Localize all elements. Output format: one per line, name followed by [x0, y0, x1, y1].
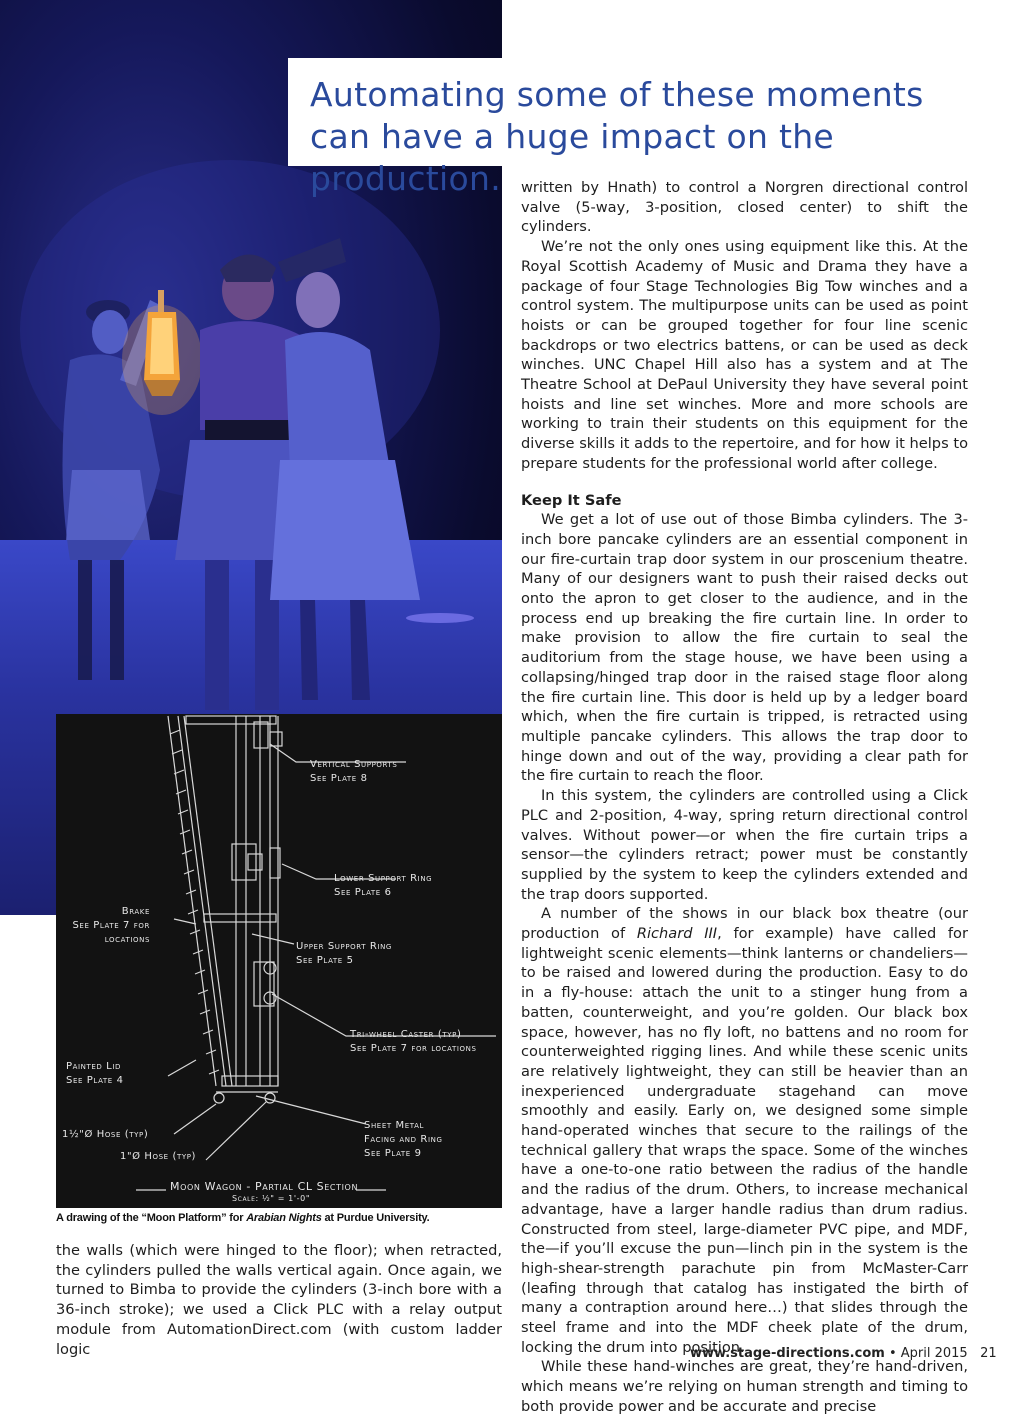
footer-separator: • — [888, 1346, 897, 1361]
label-vertical-supports: Vertical Supports See Plate 8 — [310, 759, 398, 784]
label-painted-lid: Painted Lid See Plate 4 — [66, 1061, 124, 1086]
label-hose-1: 1"Ø Hose (typ) — [120, 1151, 197, 1162]
drawing-title: Moon Wagon - Partial CL Section — [170, 1180, 359, 1193]
paragraph-2: We’re not the only ones using equipment like this. At the Royal Scottish Academy of Music and Drama they have a package of four Stage Technologies Big Tow winches and a control system. The multipurpose units can be used as point hoists or can be grouped together for four line scenic backdrops or two electrics battens, or can be used as deck winches. UNC Chapel Hill also has a system and at The Theatre School at DePaul University they have several point hoists and line set winches. More and more schools are working to train their students on this equipment for the diverse skills it adds to the repertoire, and for how it helps to prepare students for the professional world after college. — [521, 238, 968, 472]
label-lower-support-ring: Lower Support Ring See Plate 6 — [334, 873, 433, 898]
right-column — [521, 178, 968, 1417]
pull-quote: Automating some of these moments can have a huge impact on the production. — [310, 75, 924, 198]
label-upper-support-ring: Upper Support Ring See Plate 5 — [296, 941, 392, 966]
label-hose-1-5: 1½"Ø Hose (typ) — [62, 1129, 149, 1140]
left-column — [56, 1241, 502, 1359]
paragraph-4: In this system, the cylinders are controlled using a Click PLC and 2-position, 4-way, spring return directional control valves. Without power—or when the fire curtain trips a sensor—the cylinders retract; power must be constantly supplied by the system to keep the cylinders extended and the trap doors supported. — [521, 787, 968, 903]
section-heading: Keep It Safe — [521, 491, 622, 509]
footer-issue: April 2015 — [900, 1346, 968, 1361]
paragraph-3: We get a lot of use out of those Bimba cylinders. The 3-inch bore pancake cylinders are an essential component in our fire-curtain trap door system in our proscenium theatre. Many of our designers want to push their raised decks out onto the apron to get closer to the audience, and in the process end up breaking the fire curtain line. In order to make provision to allow the fire curtain to seal the auditorium from the stage house, we have been using a collapsing/hinged trap door in the raised stage floor along the fire curtain line. This door is held up by a ledger board which, when the fire curtain is tripped, is retracted using multiple pancake cylinders. This allows the trap door to hinge down and out of the way, providing a clear path for the fire curtain to reach the floor. — [521, 511, 968, 785]
moon-wagon-drawing — [56, 714, 502, 1208]
paragraph-1: written by Hnath) to control a Norgren directional control valve (5-way, 3-position, closed center) to shift the cylinders. — [521, 179, 968, 236]
paragraph-5: A number of the shows in our black box theatre (our production of Richard III, for example) have called for lightweight scenic elements—think lanterns or chandeliers—to be raised and lowered during the production. Easy to do in a fly-house: attach the unit to a stinger hung from a batten, counterweight, and you’re golden. Our black box space, however, has no fly loft, no battens and no room for counterweighted rigging lines. And while these scenic units are relatively lightweight, they can still be heavier than an inexperienced undergraduate stagehand can move smoothly and easily. Early on, we designed some simple hand-operated winches that secure to the railings of the technical gallery that wraps the space. Some of the winches have a one-to-one ratio between the radius of the handle and the radius of the drum. Others, to increase mechanical advantage, have a larger handle radius than drum radius. Constructed from steel, large-diameter PVC pipe, and MDF, the—if you’ll excuse the pun—linch pin in the system is the high-shear-strength parachute pin from McMaster-Carr (leafing through that catalog has instigated the birth of many a contraption around here…) that slides through the steel frame and into the MDF cheek plate of the drum, locking the drum into position. — [521, 905, 968, 1356]
left-paragraph: the walls (which were hinged to the floor); when retracted, the cylinders pulled the walls vertical again. Once again, we turned to Bimba to provide the cylinders (3-inch bore with a 36-inch stroke); we used a Click PLC with a relay output module from AutomationDirect.com (with custom ladder logic — [56, 1242, 502, 1358]
label-tri-wheel-caster: Tri-wheel Caster (typ) See Plate 7 for locations — [350, 1029, 477, 1054]
label-sheet-metal: Sheet Metal Facing and Ring See Plate 9 — [364, 1120, 443, 1159]
figure-caption: A drawing of the “Moon Platform” for Arabian Nights at Purdue University. — [56, 1212, 430, 1224]
paragraph-6: While these hand-winches are great, they’re hand-driven, which means we’re relying on human strength and timing to both provide power and be accurate and precise — [521, 1358, 968, 1415]
drawing-scale: Scale: ½" = 1'-0" — [232, 1194, 311, 1203]
page-footer — [690, 1346, 997, 1361]
footer-website: www.stage-directions.com — [690, 1346, 885, 1361]
pull-quote-box — [288, 58, 988, 198]
page-number: 21 — [980, 1346, 997, 1361]
label-brake: Brake See Plate 7 for locations — [72, 906, 150, 945]
